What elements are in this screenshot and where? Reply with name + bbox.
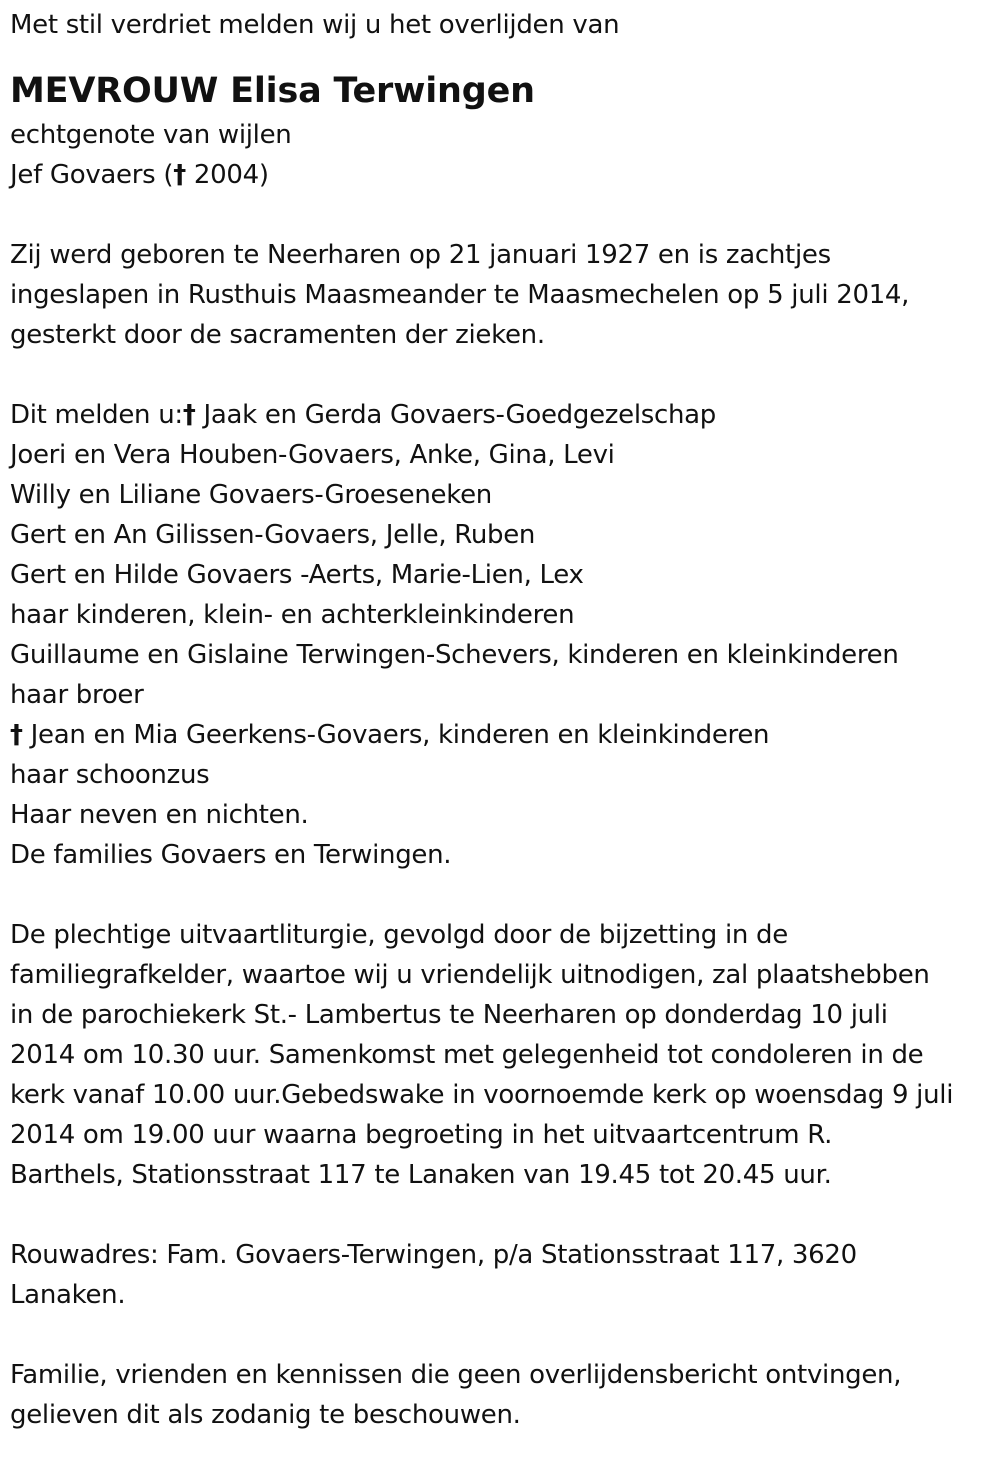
family-line: Guillaume en Gislaine Terwingen-Schevers, kinderen en kleinkinderen	[10, 640, 899, 670]
cross-icon: †	[173, 160, 186, 190]
spouse-name: Jef Govaers (	[10, 160, 174, 190]
funeral-line: De plechtige uitvaartliturgie, gevolgd door de bijzetting in de	[10, 920, 788, 950]
biography-line: Zij werd geboren te Neerharen op 21 januari 1927 en is zachtjes	[10, 240, 831, 270]
family-line: De families Govaers en Terwingen.	[10, 840, 452, 870]
family-line: Gert en Hilde Govaers -Aerts, Marie-Lien, Lex	[10, 560, 584, 590]
family-prefix: Dit melden u:	[10, 400, 183, 430]
family-line: Joeri en Vera Houben-Govaers, Anke, Gina, Levi	[10, 440, 615, 470]
family-line: haar kinderen, klein- en achterkleinkinderen	[10, 600, 575, 630]
address-line: Lanaken.	[10, 1280, 126, 1310]
family-line: Willy en Liliane Govaers-Groeseneken	[10, 480, 492, 510]
cross-icon: †	[10, 720, 23, 750]
funeral-line: 2014 om 19.00 uur waarna begroeting in het uitvaartcentrum R.	[10, 1120, 833, 1150]
family-line	[10, 715, 995, 755]
family-line: haar schoonzus	[10, 760, 210, 790]
spacer	[10, 1315, 995, 1355]
family-line: Haar neven en nichten.	[10, 800, 309, 830]
spacer	[10, 355, 995, 395]
obituary-notice	[10, 5, 995, 1435]
spacer	[10, 1195, 995, 1235]
cross-icon: †	[182, 400, 196, 430]
spacer	[10, 875, 995, 915]
deceased-name-row	[10, 45, 995, 115]
funeral-line: familiegrafkelder, waartoe wij u vriendelijk uitnodigen, zal plaatshebben	[10, 960, 930, 990]
family-line	[10, 395, 995, 435]
closing-line: gelieven dit als zodanig te beschouwen.	[10, 1400, 521, 1430]
relation-text: echtgenote van wijlen	[10, 120, 292, 150]
address-line: Rouwadres: Fam. Govaers-Terwingen, p/a Stationsstraat 117, 3620	[10, 1240, 857, 1270]
family-cross-names: Jean en Mia Geerkens-Govaers, kinderen en kleinkinderen	[22, 720, 770, 750]
funeral-line: in de parochiekerk St.- Lambertus te Neerharen op donderdag 10 juli	[10, 1000, 888, 1030]
funeral-line: Barthels, Stationsstraat 117 te Lanaken van 19.45 tot 20.45 uur.	[10, 1160, 832, 1190]
family-line: haar broer	[10, 680, 144, 710]
deceased-name: MEVROUW Elisa Terwingen	[10, 71, 535, 111]
spacer	[10, 195, 995, 235]
family-first-names: Jaak en Gerda Govaers-Goedgezelschap	[195, 400, 717, 430]
closing-line: Familie, vrienden en kennissen die geen overlijdensbericht ontvingen,	[10, 1360, 902, 1390]
spouse-year: 2004)	[185, 160, 269, 190]
biography-line: ingeslapen in Rusthuis Maasmeander te Maasmechelen op 5 juli 2014,	[10, 280, 910, 310]
intro-text: Met stil verdriet melden wij u het overlijden van	[10, 10, 620, 40]
funeral-line: 2014 om 10.30 uur. Samenkomst met gelegenheid tot condoleren in de	[10, 1040, 924, 1070]
family-line: Gert en An Gilissen-Govaers, Jelle, Ruben	[10, 520, 536, 550]
spouse-line	[10, 155, 995, 195]
funeral-line: kerk vanaf 10.00 uur.Gebedswake in voornoemde kerk op woensdag 9 juli	[10, 1080, 954, 1110]
biography-line: gesterkt door de sacramenten der zieken.	[10, 320, 545, 350]
